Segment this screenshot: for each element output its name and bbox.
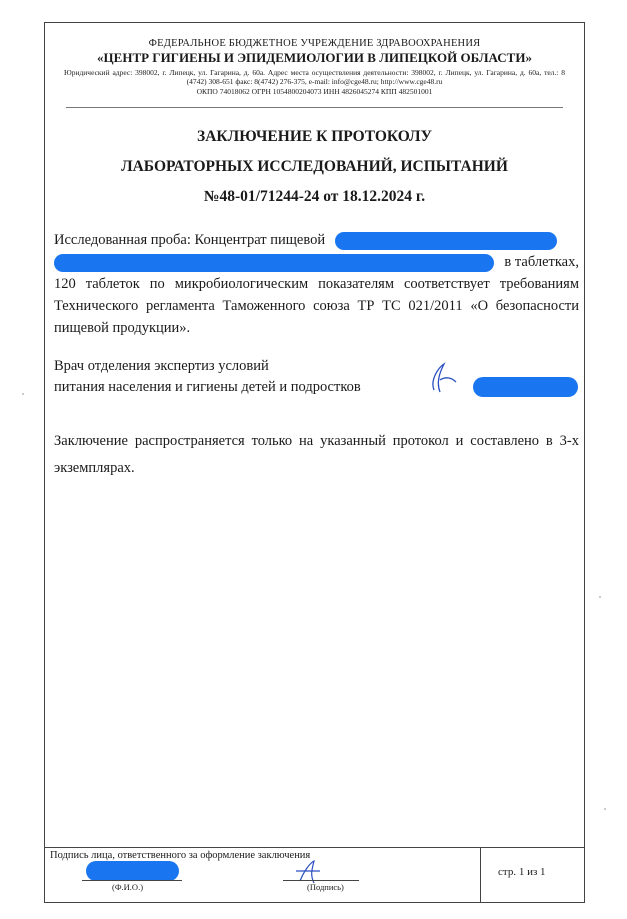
- signature-caption: (Подпись): [307, 882, 344, 892]
- doctor-title-2: питания населения и гигиены детей и подростков: [54, 379, 361, 395]
- title-protocol-number: №48-01/71244-24 от 18.12.2024 г.: [203, 188, 426, 205]
- sample-line-1: [54, 229, 579, 251]
- org-name: «ЦЕНТР ГИГИЕНЫ И ЭПИДЕМИОЛОГИИ В ЛИПЕЦКОЙ ОБЛАСТИ»: [97, 50, 532, 66]
- redaction-product-detail: [54, 254, 494, 272]
- scan-speck: [22, 393, 24, 395]
- sample-continuation: в таблетках,: [504, 254, 579, 270]
- scan-speck: [599, 596, 601, 598]
- footer-divider: [44, 847, 585, 848]
- fio-underline: [82, 880, 182, 881]
- title-line-2: ЛАБОРАТОРНЫХ ИССЛЕДОВАНИЙ, ИСПЫТАНИЙ: [121, 158, 508, 175]
- page-number: стр. 1 из 1: [498, 866, 546, 878]
- header-divider: [66, 107, 563, 108]
- signature-underline: [283, 880, 359, 881]
- doctor-title-1: Врач отделения экспертиз условий: [54, 358, 269, 374]
- footer-column-divider: [480, 847, 481, 903]
- sample-line-2: [54, 251, 579, 273]
- redaction-product-name: [335, 232, 557, 250]
- org-address: Юридический адрес: 398002, г. Липецк, ул. Гагарина, д. 60а. Адрес места осуществления деятельности: 398002, г. Липецк, ул. Гагарина, д. 60а, тел.: 8 (4742) 308-651 факс: 8(4742) 276-375, e-mail: info@cge48.ru; http://www.cge48.ru: [64, 68, 565, 87]
- document-title: [44, 122, 585, 212]
- fio-caption: (Ф.И.О.): [112, 882, 144, 892]
- doctor-signature: [420, 360, 460, 396]
- title-line-1: ЗАКЛЮЧЕНИЕ К ПРОТОКОЛУ: [197, 128, 432, 145]
- sample-label: Исследованная проба: Концентрат пищевой: [54, 232, 326, 248]
- footer-responsible-label: Подпись лица, ответственного за оформление заключения: [50, 850, 311, 861]
- org-codes: ОКПО 74018062 ОГРН 1054800204073 ИНН 4826045274 КПП 482501001: [196, 86, 433, 96]
- redaction-doctor-name: [473, 377, 578, 397]
- sample-conclusion: 120 таблеток по микробиологическим показателям соответствует требованиям Технического регламента Таможенного союза ТР ТС 021/2011 «О безопасности пищевой продукции».: [54, 276, 579, 336]
- redaction-responsible-name: [86, 861, 179, 881]
- conclusion-note: Заключение распространяется только на указанный протокол и составлено в 3-х экземплярах.: [54, 433, 579, 476]
- letterhead: [44, 38, 585, 96]
- scan-speck: [604, 808, 606, 810]
- org-type: ФЕДЕРАЛЬНОЕ БЮДЖЕТНОЕ УЧРЕЖДЕНИЕ ЗДРАВООХРАНЕНИЯ: [148, 38, 481, 49]
